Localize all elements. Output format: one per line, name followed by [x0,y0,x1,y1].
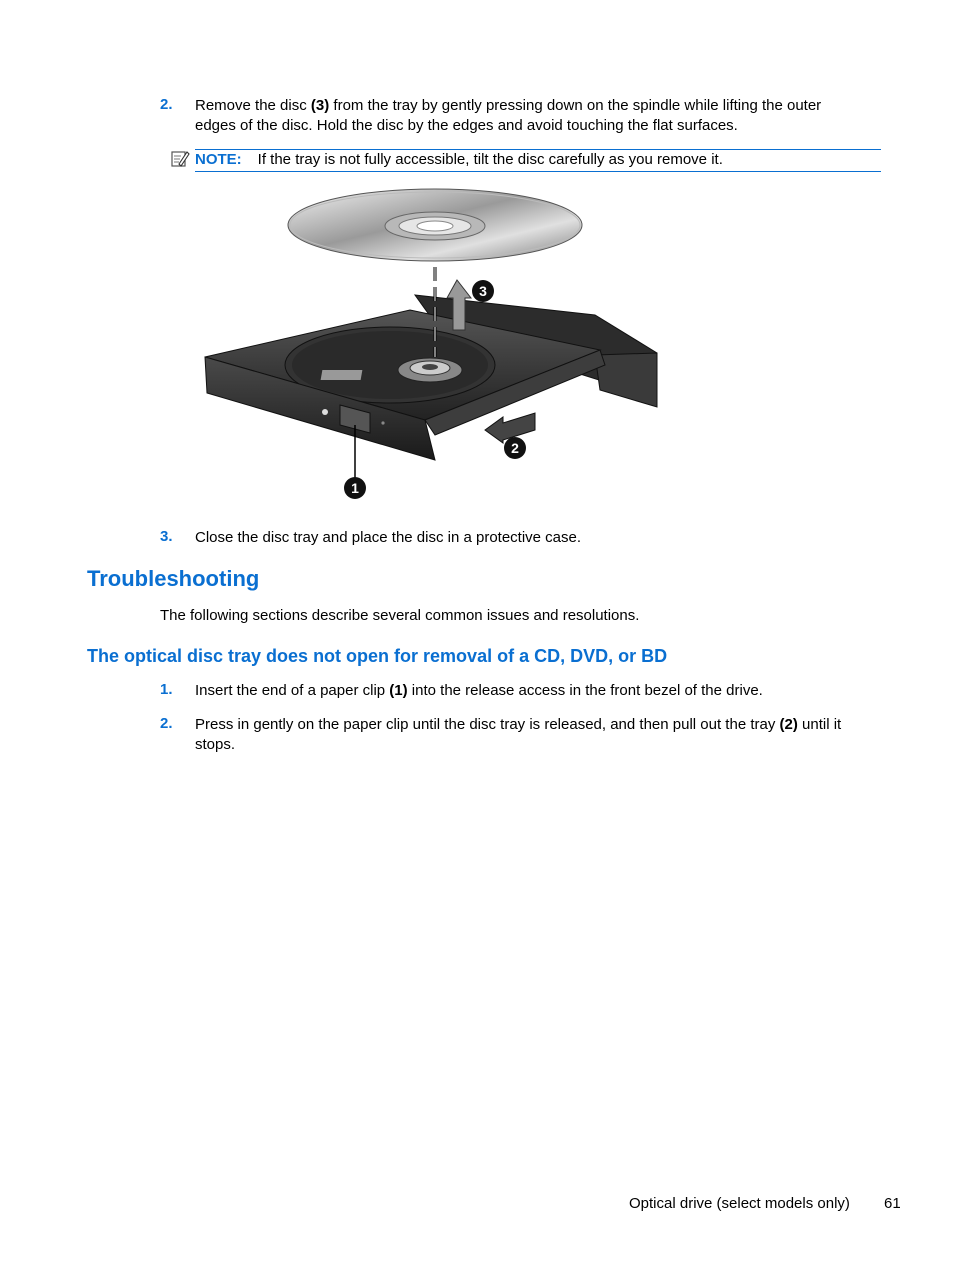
callout-3: 3 [472,280,494,302]
step-text-line: edges of the disc. Hold the disc by the edges and avoid touching the flat surfaces. [195,117,738,134]
page-number: 61 [884,1195,901,1212]
step-text [195,681,763,701]
callout-ref: (1) [389,682,408,699]
step-text-line: stops. [195,736,236,753]
step-text: Close the disc tray and place the disc in a protective case. [195,529,582,546]
subsection-title: The optical disc tray does not open for removal of a CD, DVD, or BD [87,646,668,666]
step-text-part: Press in gently on the paper clip until the disc tray is released, and then pull out the tray [195,716,780,733]
step-number: 2. [160,96,173,113]
step-text-part: into the release access in the front bezel of the drive. [407,682,763,699]
optical-drive-illustration [195,185,665,505]
step-number: 3. [160,528,173,545]
note-pencil-icon [170,149,190,169]
step-text-part: Remove the disc [195,97,311,114]
step-text-part: Insert the end of a paper clip [195,682,390,699]
callout-2: 2 [504,437,526,459]
step-number: 2. [160,715,173,732]
note-box [195,149,881,172]
note-label: NOTE: [195,151,242,168]
callout-ref: (2) [779,716,798,733]
step-text [195,715,895,755]
section-title: Troubleshooting [87,566,260,591]
step-text-part: until it [797,716,842,733]
footer-section-name: Optical drive (select models only) [629,1195,850,1212]
step-number: 1. [160,681,173,698]
step-text-part: from the tray by gently pressing down on the spindle while lifting the outer [329,97,822,114]
note-text: If the tray is not fully accessible, tilt the disc carefully as you remove it. [257,151,723,168]
callout-ref: (3) [310,97,330,114]
step-text [195,96,895,136]
section-intro: The following sections describe several common issues and resolutions. [160,607,640,624]
callout-1: 1 [344,477,366,499]
